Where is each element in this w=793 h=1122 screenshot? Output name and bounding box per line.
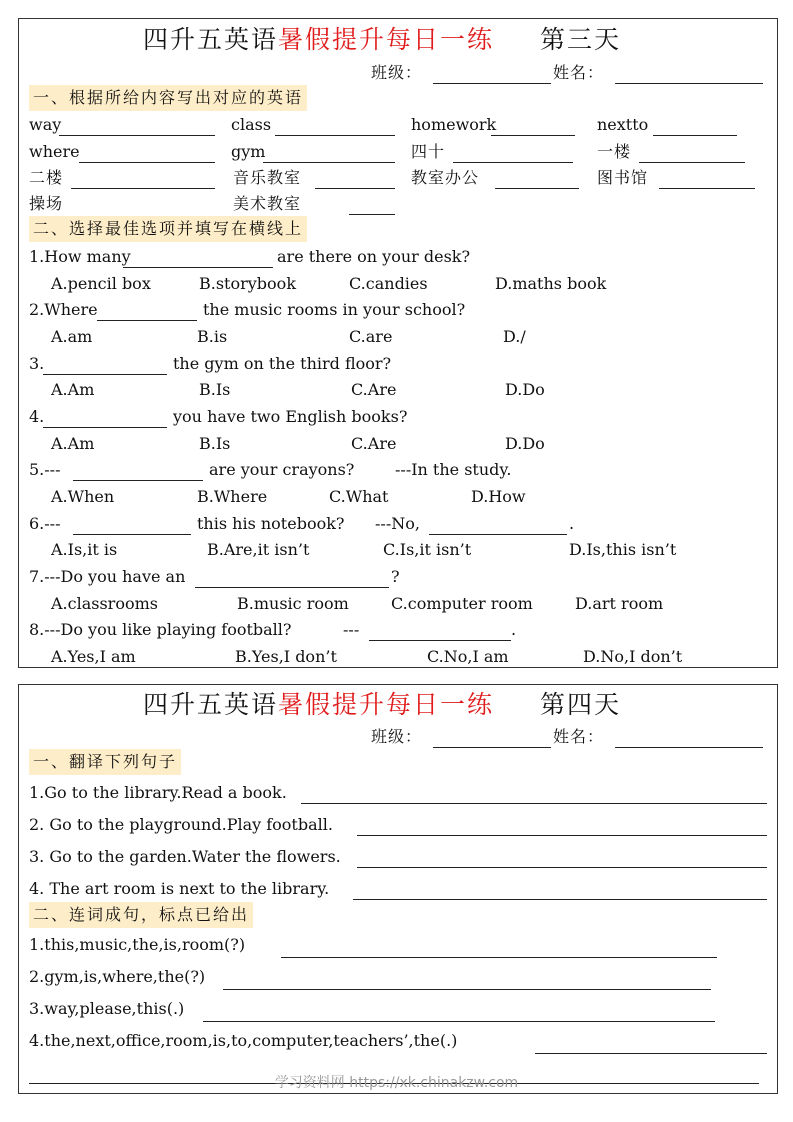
question-end: .	[569, 514, 575, 533]
option-b[interactable]: B.Is	[199, 434, 231, 453]
question-blank[interactable]	[195, 587, 389, 588]
day4-class-field[interactable]	[433, 747, 551, 748]
option-c[interactable]: C.Are	[351, 380, 397, 399]
question-stem: the music rooms in your school?	[203, 300, 466, 319]
question-answer: ---In the study.	[395, 460, 512, 479]
question-stem: 4.	[29, 407, 45, 426]
reorder-answer-line[interactable]	[203, 1021, 715, 1022]
vocab-item: class	[231, 115, 272, 134]
vocab-item: 教室办公	[411, 168, 480, 187]
reorder-item: 2.gym,is,where,the(?)	[29, 967, 206, 986]
vocab-answer-line[interactable]	[275, 135, 395, 136]
day3-day-label: 第三天	[540, 25, 622, 54]
question-stem: 5.---	[29, 460, 61, 479]
day4-section1-heading: 一、翻译下列句子	[29, 749, 181, 775]
question-end: .	[511, 620, 517, 639]
option-d[interactable]: D.Do	[505, 380, 545, 399]
option-d[interactable]: D.Do	[505, 434, 545, 453]
vocab-item: gym	[231, 142, 266, 161]
vocab-item: where	[29, 142, 80, 161]
question-stem: 2.Where	[29, 300, 98, 319]
question-blank[interactable]	[73, 534, 191, 535]
question-answer: ---No,	[375, 514, 420, 533]
question-blank[interactable]	[73, 480, 203, 481]
day4-title-red: 暑假提升每日一练	[278, 690, 495, 719]
option-a[interactable]: A.When	[51, 487, 115, 506]
day4-day-label: 第四天	[540, 690, 622, 719]
day4-worksheet	[18, 684, 778, 1094]
day4-name-field[interactable]	[615, 747, 763, 748]
day4-section2-heading: 二、连词成句，标点已给出	[29, 902, 253, 928]
option-d[interactable]: D.maths book	[495, 274, 607, 293]
day3-title-red: 暑假提升每日一练	[278, 25, 495, 54]
question-blank[interactable]	[97, 320, 197, 321]
option-d[interactable]: D.Is,this isn’t	[569, 540, 677, 559]
option-a[interactable]: A.Am	[51, 434, 95, 453]
question-stem: 3.	[29, 354, 45, 373]
question-blank[interactable]	[369, 640, 511, 641]
day4-title	[143, 690, 621, 720]
vocab-answer-line[interactable]	[349, 214, 395, 215]
footer-watermark: 学习资料网 https://xk.chinakzw.com	[274, 1075, 519, 1091]
question-stem: you have two English books?	[173, 407, 408, 426]
question-stem: 1.How many	[29, 247, 131, 266]
option-c[interactable]: C.No,I am	[427, 647, 509, 666]
option-b[interactable]: B.Are,it isn’t	[207, 540, 310, 559]
vocab-item: way	[29, 115, 62, 134]
question-blank[interactable]	[429, 534, 567, 535]
question-stem: 8.---Do you like playing football?	[29, 620, 292, 639]
option-d[interactable]: D.art room	[575, 594, 664, 613]
translate-answer-line[interactable]	[301, 803, 767, 804]
translate-answer-line[interactable]	[357, 867, 767, 868]
vocab-answer-line[interactable]	[59, 135, 215, 136]
reorder-item: 4.the,next,office,room,is,to,computer,teachers’,the(.)	[29, 1031, 458, 1050]
question-stem: ---	[343, 620, 360, 639]
day3-class-field[interactable]	[433, 83, 551, 84]
option-a[interactable]: A.am	[51, 327, 93, 346]
option-a[interactable]: A.classrooms	[51, 594, 158, 613]
option-c[interactable]: C.computer room	[391, 594, 533, 613]
option-a[interactable]: A.Yes,I am	[51, 647, 136, 666]
translate-item: 1.Go to the library.Read a book.	[29, 783, 287, 802]
reorder-item: 1.this,music,the,is,room(?)	[29, 935, 246, 954]
vocab-answer-line[interactable]	[639, 162, 745, 163]
question-stem: 6.---	[29, 514, 61, 533]
vocab-answer-line[interactable]	[71, 188, 215, 189]
option-a[interactable]: A.Is,it is	[51, 540, 118, 559]
translate-answer-line[interactable]	[353, 899, 767, 900]
option-c[interactable]: C.Is,it isn’t	[383, 540, 472, 559]
vocab-item: 一楼	[597, 142, 632, 161]
vocab-item: 二楼	[29, 168, 64, 187]
day4-title-black: 四升五英语	[143, 690, 279, 719]
day3-section2-heading: 二、选择最佳选项并填写在横线上	[29, 216, 307, 242]
option-c[interactable]: C.candies	[349, 274, 428, 293]
option-a[interactable]: A.pencil box	[51, 274, 151, 293]
option-b[interactable]: B.is	[197, 327, 228, 346]
translate-answer-line[interactable]	[357, 835, 767, 836]
option-b[interactable]: B.storybook	[199, 274, 297, 293]
day3-class-label: 班级：	[371, 63, 423, 82]
question-blank[interactable]	[123, 267, 273, 268]
option-c[interactable]: C.Are	[351, 434, 397, 453]
vocab-item: 音乐教室	[233, 168, 302, 187]
question-stem: are there on your desk?	[277, 247, 471, 266]
option-d[interactable]: D.How	[471, 487, 526, 506]
question-blank[interactable]	[43, 374, 167, 375]
question-stem: are your crayons?	[209, 460, 355, 479]
day3-worksheet	[18, 18, 778, 668]
question-stem: the gym on the third floor?	[173, 354, 392, 373]
day3-name-field[interactable]	[615, 83, 763, 84]
question-stem: ?	[391, 567, 400, 586]
day4-name-label: 姓名：	[553, 727, 605, 746]
translate-item: 2. Go to the playground.Play football.	[29, 815, 333, 834]
option-d[interactable]: D./	[503, 327, 526, 346]
vocab-item: homework	[411, 115, 497, 134]
option-b[interactable]: B.Is	[199, 380, 231, 399]
day3-title	[143, 25, 621, 55]
vocab-answer-line[interactable]	[79, 162, 215, 163]
vocab-answer-line[interactable]	[491, 135, 575, 136]
vocab-answer-line[interactable]	[495, 188, 579, 189]
question-stem: this his notebook?	[197, 514, 345, 533]
vocab-answer-line[interactable]	[453, 162, 573, 163]
day3-section1-heading: 一、根据所给内容写出对应的英语	[29, 85, 307, 111]
day4-class-label: 班级：	[371, 727, 423, 746]
option-c[interactable]: C.are	[349, 327, 393, 346]
vocab-item: nextto	[597, 115, 649, 134]
option-d[interactable]: D.No,I don’t	[583, 647, 683, 666]
translate-item: 4. The art room is next to the library.	[29, 879, 330, 898]
vocab-item: 四十	[411, 142, 446, 161]
reorder-answer-line[interactable]	[223, 989, 711, 990]
option-b[interactable]: B.Yes,I don’t	[235, 647, 337, 666]
option-a[interactable]: A.Am	[51, 380, 95, 399]
question-blank[interactable]	[43, 427, 167, 428]
option-c[interactable]: C.What	[329, 487, 389, 506]
vocab-item: 图书馆	[597, 168, 649, 187]
translate-item: 3. Go to the garden.Water the flowers.	[29, 847, 341, 866]
vocab-answer-line[interactable]	[653, 135, 737, 136]
option-b[interactable]: B.music room	[237, 594, 349, 613]
question-stem: 7.---Do you have an	[29, 567, 186, 586]
vocab-answer-line[interactable]	[263, 162, 395, 163]
vocab-answer-line[interactable]	[315, 188, 395, 189]
reorder-item: 3.way,please,this(.)	[29, 999, 185, 1018]
day3-name-label: 姓名：	[553, 63, 605, 82]
vocab-item: 操场	[29, 194, 64, 213]
reorder-answer-line[interactable]	[535, 1053, 767, 1054]
day3-title-black: 四升五英语	[143, 25, 279, 54]
option-b[interactable]: B.Where	[197, 487, 268, 506]
reorder-answer-line[interactable]	[281, 957, 717, 958]
vocab-answer-line[interactable]	[659, 188, 755, 189]
vocab-item: 美术教室	[233, 194, 302, 213]
